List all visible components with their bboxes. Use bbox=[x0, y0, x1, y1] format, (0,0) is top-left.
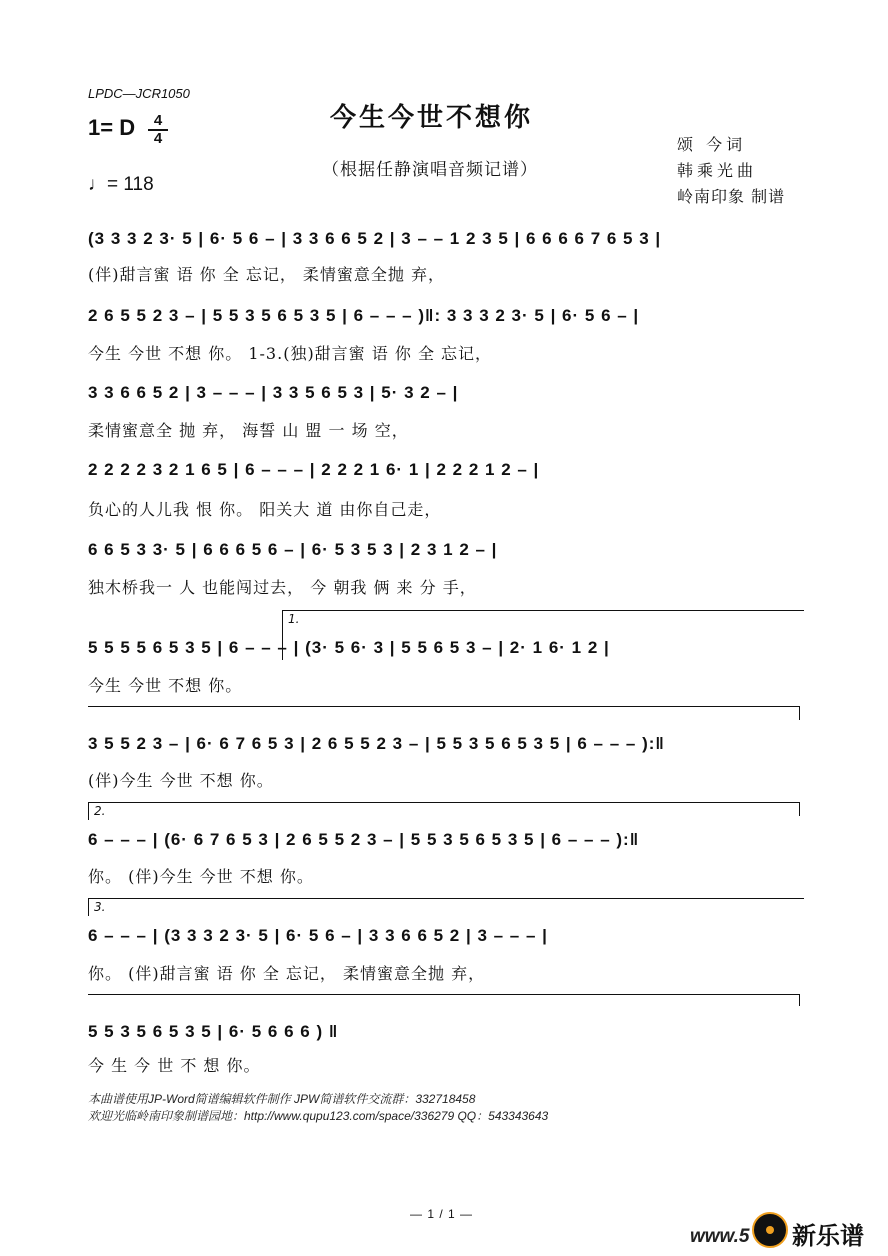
lyric-row: (伴)甜言蜜 语 你 全 忘记， 柔情蜜意全抛 弃， bbox=[88, 265, 446, 284]
first-ending-bracket bbox=[282, 610, 804, 633]
lyric-row: 独木桥我一 人 也能闯过去， 今 朝我 俩 来 分 手， bbox=[88, 578, 477, 597]
notation-row: 3 5 5 2 3 – | 6· 6 7 6 5 3 | 2 6 5 5 2 3 – | 5 5 3 5 6 5 3 5 | 6 – – – ):‖ bbox=[88, 734, 665, 753]
page-number: — 1 / 1 — bbox=[410, 1207, 474, 1221]
notation-row: 6 – – – | (6· 6 7 6 5 3 | 2 6 5 5 2 3 – | 5 5 3 5 6 5 3 5 | 6 – – – ):‖ bbox=[88, 830, 640, 849]
lyric-row: 今 生 今 世 不 想 你。 bbox=[88, 1056, 261, 1075]
notation-row: 5 5 5 5 6 5 3 5 | 6 – – – | (3· 5 6· 3 | 5 5 6 5 3 – | 2· 1 6· 1 2 | bbox=[88, 638, 610, 657]
song-title: 今生今世不想你 bbox=[330, 103, 534, 133]
score-code: LPDC—JCR1050 bbox=[88, 86, 190, 101]
notation-row: 2 2 2 2 3 2 1 6 5 | 6 – – – | 2 2 2 1 6· 1 | 2 2 2 1 2 – | bbox=[88, 460, 540, 479]
lyric-row: 柔情蜜意全 抛 弃， 海誓 山 盟 一 场 空， bbox=[88, 421, 409, 440]
lyric-row: (伴)今生 今世 不想 你。 bbox=[88, 771, 274, 790]
lyricist-credit: 颂 今词 bbox=[677, 135, 747, 154]
key-signature: 1= D bbox=[88, 115, 136, 140]
notation-row: 6 – – – | (3 3 3 2 3· 5 | 6· 5 6 – | 3 3 6 6 5 2 | 3 – – – | bbox=[88, 926, 548, 945]
time-signature-top: 4 bbox=[148, 113, 168, 131]
notation-row: 5 5 3 5 6 5 3 5 | 6· 5 6 6 6 ) ‖ bbox=[88, 1022, 339, 1041]
vinyl-record-icon bbox=[752, 1212, 788, 1248]
watermark-brand: 新乐谱 bbox=[792, 1222, 864, 1250]
second-ending-bracket bbox=[88, 802, 800, 818]
lyric-row: 负心的人儿我 恨 你。 阳关大 道 由你自己走， bbox=[88, 500, 442, 519]
third-ending-continuation bbox=[88, 994, 800, 995]
second-ending-start bbox=[88, 802, 89, 820]
song-subtitle: （根据任静演唱音频记谱） bbox=[322, 160, 538, 180]
time-signature bbox=[148, 113, 168, 146]
third-ending-start bbox=[88, 898, 89, 916]
notation-row: 6 6 5 3 3· 5 | 6 6 6 5 6 – | 6· 5 3 5 3 | 2 3 1 2 – | bbox=[88, 540, 498, 559]
watermark-url: www.5 bbox=[690, 1226, 750, 1247]
arranger-credit: 岭南印象 制谱 bbox=[677, 187, 786, 206]
notation-row: 2 6 5 5 2 3 – | 5 5 3 5 6 5 3 5 | 6 – – – )‖: 3 3 3 2 3· 5 | 6· 5 6 – | bbox=[88, 306, 640, 325]
third-ending-bracket bbox=[88, 898, 804, 914]
lyric-row: 你。 (伴)甜言蜜 语 你 全 忘记， 柔情蜜意全抛 弃， bbox=[88, 964, 486, 983]
lyric-row: 今生 今世 不想 你。 bbox=[88, 676, 243, 695]
time-signature-bottom: 4 bbox=[153, 130, 163, 147]
composer-credit: 韩乘光曲 bbox=[677, 161, 758, 180]
lyric-row: 你。 (伴)今生 今世 不想 你。 bbox=[88, 867, 314, 886]
notation-row: (3 3 3 2 3· 5 | 6· 5 6 – | 3 3 6 6 5 2 | 3 – – 1 2 3 5 | 6 6 6 6 7 6 5 3 | bbox=[88, 229, 662, 248]
notation-row: 3 3 6 6 5 2 | 3 – – – | 3 3 5 6 5 3 | 5· 3 2 – | bbox=[88, 383, 459, 402]
second-ending-end bbox=[799, 802, 800, 816]
lyric-row: 今生 今世 不想 你。 1-3.(独)甜言蜜 语 你 全 忘记， bbox=[88, 344, 493, 363]
third-ending-label: 3. bbox=[94, 900, 106, 914]
footer-software-note: 本曲谱使用JP-Word简谱编辑软件制作 JPW简谱软件交流群：332718458 bbox=[88, 1092, 476, 1106]
first-ending-end bbox=[799, 706, 800, 720]
third-ending-end bbox=[799, 994, 800, 1006]
footer-website-note: 欢迎光临岭南印象制谱园地：http://www.qupu123.com/space/336279 QQ：543343643 bbox=[88, 1109, 549, 1123]
tempo-marking: ♩= 118 bbox=[88, 174, 154, 195]
second-ending-label: 2. bbox=[94, 804, 106, 818]
first-ending-continuation bbox=[88, 706, 800, 707]
first-ending-label: 1. bbox=[288, 612, 300, 626]
